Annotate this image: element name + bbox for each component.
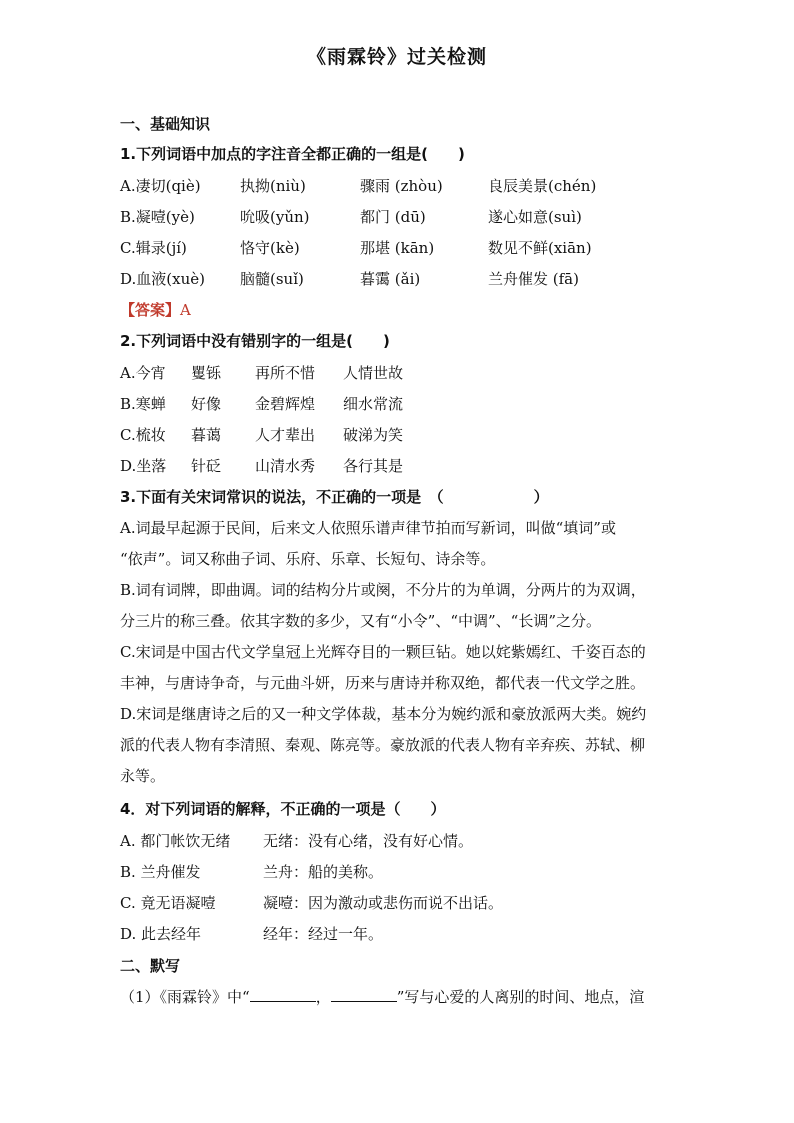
dictation-separator: ， xyxy=(315,988,331,1006)
option-word: C.辑录(jí) xyxy=(120,239,187,257)
option-word: 脑髓(suǐ) xyxy=(240,270,304,288)
answer-tag: 【答案】 xyxy=(120,301,181,319)
option-explanation: 凝噎：因为激动或悲伤而说不出话。 xyxy=(263,894,504,912)
option-word: C.梳妆 xyxy=(120,426,166,444)
question-1-stem: 1.下列词语中加点的字注音全都正确的一组是( ) xyxy=(120,145,465,163)
option-word: D.坐落 xyxy=(120,457,167,475)
question-4-stem: 4．对下列词语的解释，不正确的一项是（ ） xyxy=(120,800,446,818)
option-word: A.今宵 xyxy=(120,364,166,382)
section-heading-basics: 一、基础知识 xyxy=(120,115,211,133)
option-word: 数见不鲜(xiān) xyxy=(488,239,592,257)
option-word: 恪守(kè) xyxy=(240,239,300,257)
option-word: 暮霭 (ǎi) xyxy=(360,270,421,288)
page-title: 《雨霖铃》过关检测 xyxy=(306,46,487,68)
answer-value: A xyxy=(180,301,191,319)
question-3-stem: 3.下面有关宋词常识的说法，不正确的一项是 （ ） xyxy=(120,488,549,506)
dictation-suffix: ”写与心爱的人离别的时间、地点，渲 xyxy=(396,988,645,1006)
option-explanation: 经年：经过一年。 xyxy=(263,925,384,943)
option-word: 良辰美景(chén) xyxy=(488,177,597,195)
question-1-answer xyxy=(120,299,191,321)
paragraph-line: 派的代表人物有李清照、秦观、陈亮等。豪放派的代表人物有辛弃疾、苏轼、柳 xyxy=(120,736,646,754)
option-word: 各行其是 xyxy=(343,457,404,475)
option-word: 兰舟催发 (fā) xyxy=(488,270,579,288)
option-word: 人才辈出 xyxy=(255,426,316,444)
fill-blank[interactable] xyxy=(331,987,397,1002)
question-2-stem: 2.下列词语中没有错别字的一组是( ) xyxy=(120,332,390,350)
paragraph-line: “依声”。词又称曲子词、乐府、乐章、长短句、诗余等。 xyxy=(120,550,496,568)
option-word: 破涕为笑 xyxy=(343,426,404,444)
option-explanation: 无绪：没有心绪，没有好心情。 xyxy=(263,832,474,850)
paragraph-line: A.词最早起源于民间，后来文人依照乐谱声律节拍而写新词，叫做“填词”或 xyxy=(120,519,616,537)
option-word: 金碧辉煌 xyxy=(255,395,316,413)
fill-blank[interactable] xyxy=(250,987,316,1002)
option-word: 那堪 (kān) xyxy=(360,239,435,257)
option-phrase: D. 此去经年 xyxy=(120,925,202,943)
dictation-question-1 xyxy=(120,986,644,1008)
option-explanation: 兰舟：船的美称。 xyxy=(263,863,384,881)
paragraph-line: 分三片的称三叠。依其字数的多少，又有“小令”、“中调”、“长调”之分。 xyxy=(120,612,602,630)
option-word: 人情世故 xyxy=(343,364,404,382)
paragraph-line: 丰神，与唐诗争奇，与元曲斗妍，历来与唐诗并称双绝，都代表一代文学之胜。 xyxy=(120,674,646,692)
option-word: 矍铄 xyxy=(191,364,222,382)
option-word: 暮蔼 xyxy=(191,426,222,444)
section-heading-dictation: 二、默写 xyxy=(120,957,181,975)
option-word: 好像 xyxy=(191,395,222,413)
option-word: 骤雨 (zhòu) xyxy=(360,177,443,195)
option-word: 细水常流 xyxy=(343,395,404,413)
paragraph-line: 永等。 xyxy=(120,767,166,785)
paragraph-line: B.词有词牌，即曲调。词的结构分片或阕，不分片的为单调，分两片的为双调， xyxy=(120,581,646,599)
option-word: 都门 (dū) xyxy=(360,208,426,226)
paragraph-line: D.宋词是继唐诗之后的又一种文学体裁，基本分为婉约派和豪放派两大类。婉约 xyxy=(120,705,647,723)
option-word: 针砭 xyxy=(191,457,222,475)
option-phrase: B. 兰舟催发 xyxy=(120,863,201,881)
dictation-prefix: （1）《雨霖铃》中“ xyxy=(120,988,250,1006)
option-word: D.血液(xuè) xyxy=(120,270,205,288)
option-word: 再所不惜 xyxy=(255,364,316,382)
option-word: 遂心如意(suì) xyxy=(488,208,582,226)
option-word: B.凝噎(yè) xyxy=(120,208,195,226)
option-word: 吮吸(yǔn) xyxy=(240,208,310,226)
option-phrase: C. 竟无语凝噎 xyxy=(120,894,216,912)
question-3-options xyxy=(120,513,676,792)
option-word: B.寒蝉 xyxy=(120,395,166,413)
paragraph-line: C.宋词是中国古代文学皇冠上光辉夺目的一颗巨钻。她以姹紫嫣红、千姿百态的 xyxy=(120,643,646,661)
option-phrase: A. 都门帐饮无绪 xyxy=(120,832,231,850)
option-word: 山清水秀 xyxy=(255,457,316,475)
option-word: A.凄切(qiè) xyxy=(120,177,201,195)
option-word: 执拗(niù) xyxy=(240,177,306,195)
